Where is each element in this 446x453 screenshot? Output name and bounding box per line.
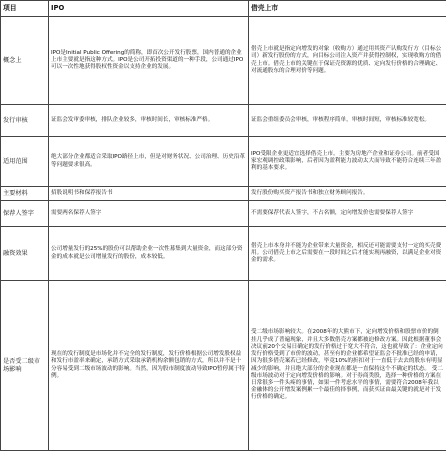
ipo-cell: 需要两名保荐人签字 bbox=[49, 201, 249, 227]
ipo-cell: 公司增量发行的25%的股份可以帮助企业一次性募集到大量资金，而这部分资金的成本就是公司增量发行的股份，成本较低。 bbox=[49, 227, 249, 281]
backdoor-cell: 借壳上市就是指定向增发的对象（收购方）通过用其资产认购发行方（目标公司）新发行股份的方式，向目标公司注入资产并获得控制权，实现收购方的借壳上市。借壳上市的关键在于保证壳资源的优质、定向发行价格的合理确定、对流通股东的合理对价等问题。 bbox=[249, 17, 446, 105]
row-label: 发行审核 bbox=[1, 105, 49, 137]
row-label: 融资效果 bbox=[1, 227, 49, 281]
table-row bbox=[1, 201, 446, 227]
ipo-cell: 证监会发审委审核，排队企业较多，审核时间长，审核标准严格。 bbox=[49, 105, 249, 137]
table-row bbox=[1, 281, 446, 451]
ipo-cell: 绝大部分企业都适合采取IPO路径上市，但是对财务状况、公司治理、历史沿革等问题要求很高。 bbox=[49, 137, 249, 187]
row-label: 主要材料 bbox=[1, 187, 49, 201]
row-label: 是否受二级市场影响 bbox=[1, 281, 49, 451]
row-label: 保荐人签字 bbox=[1, 201, 49, 227]
ipo-cell: IPO是Initial Public Offering的简称，即首次公开发行股票，国内普通的企业上市主要就是指这种方式。IPO是公司开拓投资渠道的一种手段，公司通过IPO可以一次性地获得股权性资金以支持企业的发展。 bbox=[49, 17, 249, 105]
table-row bbox=[1, 137, 446, 187]
backdoor-cell: 借壳上市本身并不能为企业带来大量资金，相反还可能需要支付一定的买壳费用。公司借壳上市之后需要在一段时间之后才能实现再融资，以满足企业对资金的需求。 bbox=[249, 227, 446, 281]
table-row bbox=[1, 105, 446, 137]
header-item: 项目 bbox=[1, 1, 49, 17]
row-label: 适用范围 bbox=[1, 137, 49, 187]
backdoor-cell: 证监会重组委员会审核，审核程序简单，审核时间短，审核标准较宽松。 bbox=[249, 105, 446, 137]
ipo-cell: 招股说明书和保荐报告书 bbox=[49, 187, 249, 201]
header-ipo: IPO bbox=[49, 1, 249, 17]
row-label: 概念上 bbox=[1, 17, 49, 105]
backdoor-cell: 受二级市场影响较大。在2008年的大熊市下，定向增发价格和股票市价的倒挂几乎成了普遍现象，并且大多数借壳方案都被迫修改方案。因此根据董事会决议前20个交易日确定的发行价格过于宽大不符合，这也就导致了：企业定向发行价格受到了市价的波动，甚至有的企业都希望证监会不批准已经的申请，因为很多借壳案若已经修改，毕竟10%的折扣对于一直低于去去的股东有明显减少的影响，并且绝大部分的企业现在都是一直保持这个不确定的状态。 受二级市场波动对于定向增发价格的影响。对于券商类股，选择一种价格的方案在日常很多一件头疼的事情，如果一件考虑水平的事情，需要符合2008年我以金融体的公开增发案例累一个最佳的择事例，而获买证由最关键的就是对于发行价格的确定。 bbox=[249, 281, 446, 451]
backdoor-cell: 发行股份购买资产报告书和独立财务顾问报告。 bbox=[249, 187, 446, 201]
table-row bbox=[1, 187, 446, 201]
header-backdoor: 借壳上市 bbox=[249, 1, 446, 17]
table-row bbox=[1, 17, 446, 105]
table-row bbox=[1, 227, 446, 281]
header-row bbox=[1, 1, 446, 17]
ipo-cell: 现在的发行制度是市场化并不完全的发行制度，发行价格根据公司增发股权益和发行市盈率来确定，承销方式采取承销机构余额包销的方式，所以并不是十分容易受到二级市场波动的影响。当然，因为股市制度波动导致IPO暂停属于特例。 bbox=[49, 281, 249, 451]
backdoor-cell: 不需要保荐代表人签字，不占名额，定向增发价也需要保荐人签字 bbox=[249, 201, 446, 227]
backdoor-cell: IPO受限企业更适宜选择借壳上市。主要为房地产企业和证券公司。前者受国家宏观调控政策影响，后者因为盈利能力波动太大而导致不能符合连续三年盈利的基本要求。 bbox=[249, 137, 446, 187]
